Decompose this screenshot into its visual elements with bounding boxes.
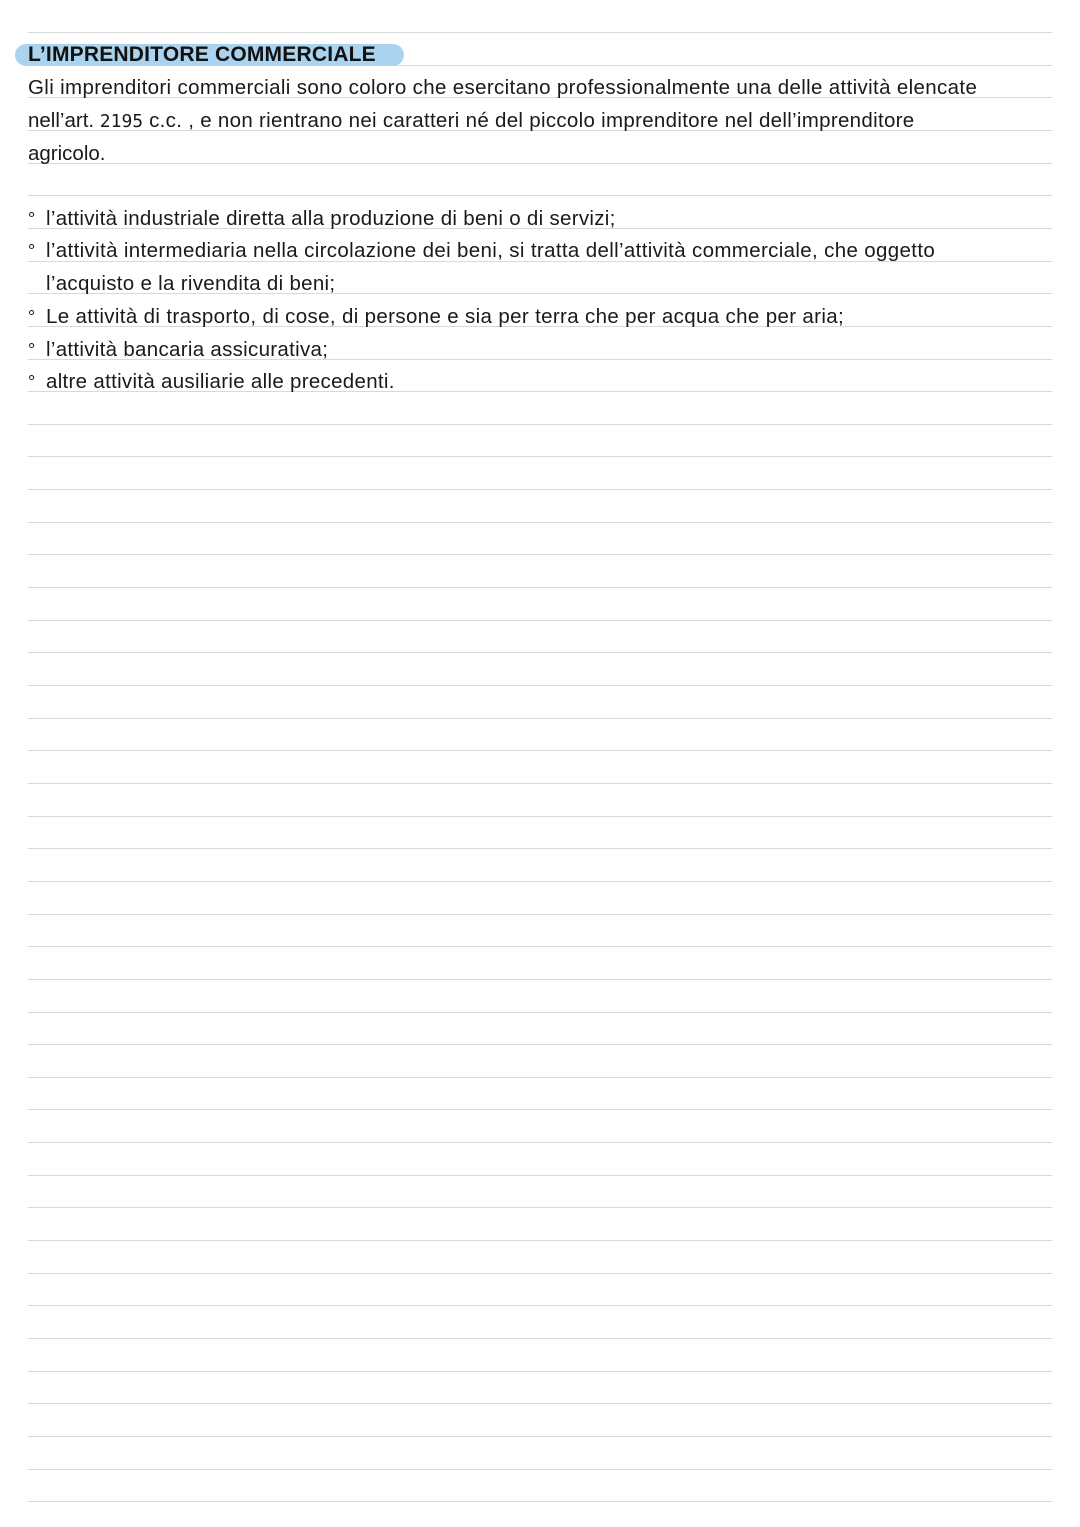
ruled-line: [28, 946, 1052, 947]
ruled-line: [28, 32, 1052, 33]
list-item: [28, 304, 844, 330]
page-title: L’IMPRENDITORE COMMERCIALE: [28, 43, 376, 66]
ruled-line: [28, 1077, 1052, 1078]
paragraph-line-2: [28, 108, 914, 135]
list-item-text: altre attività ausiliarie alle precedenti.: [46, 370, 395, 393]
ruled-line: [28, 620, 1052, 621]
ruled-line: [28, 489, 1052, 490]
list-item-text: l’attività intermediaria nella circolazione dei beni, si tratta dell’attività commerciale, che oggetto: [46, 239, 936, 262]
article-number: 2195: [99, 111, 144, 132]
ruled-line: [28, 1240, 1052, 1241]
list-item-text: l’attività industriale diretta alla produzione di beni o di servizi;: [46, 207, 616, 230]
ruled-line: [28, 1044, 1052, 1045]
list-item: [28, 337, 328, 363]
ruled-line: [28, 587, 1052, 588]
ruled-line: [28, 195, 1052, 196]
ruled-line: [28, 881, 1052, 882]
ruled-line: [28, 163, 1052, 164]
ruled-line: [28, 979, 1052, 980]
ruled-line: [28, 848, 1052, 849]
ruled-line: [28, 424, 1052, 425]
ruled-line: [28, 1175, 1052, 1176]
paragraph-line-3: [28, 141, 106, 167]
ruled-line: [28, 718, 1052, 719]
list-item-text: l’acquisto e la rivendita di beni;: [46, 272, 336, 295]
ruled-line: [28, 1371, 1052, 1372]
ruled-line: [28, 1501, 1052, 1502]
bullet-icon: °: [28, 209, 36, 229]
ruled-line: [28, 652, 1052, 653]
ruled-line: [28, 1436, 1052, 1437]
ruled-line: [28, 1109, 1052, 1110]
bullet-icon: °: [28, 241, 36, 261]
bullet-icon: °: [28, 307, 36, 327]
ruled-line: [28, 1469, 1052, 1470]
bullet-icon: °: [28, 340, 36, 360]
ruled-line: [28, 1012, 1052, 1013]
ruled-line: [28, 554, 1052, 555]
list-item-continuation: [46, 271, 335, 297]
list-item-text: Le attività di trasporto, di cose, di persone e sia per terra che per acqua che per aria;: [46, 305, 845, 328]
paragraph-line-2-start: nell’art.: [28, 109, 100, 132]
paragraph-line-1-text: Gli imprenditori commerciali sono coloro che esercitano professionalmente una delle attività elencate: [28, 76, 978, 99]
list-item: [28, 369, 395, 395]
paragraph-line-2-end: c.c. , e non rientrano nei caratteri né del piccolo imprenditore nel dell’imprenditore: [143, 109, 915, 132]
list-item-text: l’attività bancaria assicurativa;: [46, 338, 329, 361]
paragraph-line-1: [28, 75, 1038, 101]
ruled-line: [28, 1142, 1052, 1143]
ruled-line: [28, 914, 1052, 915]
ruled-line: [28, 685, 1052, 686]
ruled-line: [28, 816, 1052, 817]
bullet-icon: °: [28, 372, 36, 392]
ruled-line: [28, 1338, 1052, 1339]
ruled-line: [28, 522, 1052, 523]
ruled-line: [28, 1273, 1052, 1274]
ruled-line: [28, 783, 1052, 784]
ruled-line: [28, 1207, 1052, 1208]
paragraph-line-3-text: agricolo.: [28, 142, 106, 165]
ruled-line: [28, 456, 1052, 457]
ruled-line: [28, 1403, 1052, 1404]
ruled-line: [28, 1305, 1052, 1306]
list-item: [28, 238, 935, 264]
list-item: [28, 206, 616, 232]
ruled-line: [28, 750, 1052, 751]
